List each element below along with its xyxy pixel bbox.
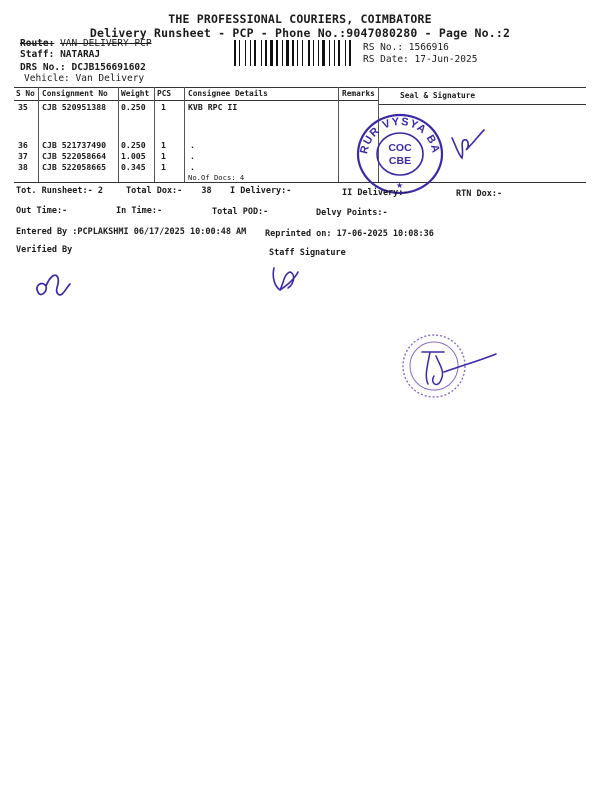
barcode-bar [334,40,335,66]
row-36-consignee: . [190,140,195,150]
row-36-weight: 0.250 [121,140,146,150]
total-dox-value: 38 [201,186,212,196]
in-time: In Time:- [116,206,163,216]
barcode-bar [292,40,294,66]
vehicle-value: Van Delivery [75,73,145,84]
delvy-points: Delvy Points:- [316,208,388,218]
entered-by: Entered By :PCPLAKSHMI 06/17/2025 10:00:48 AM [16,227,247,237]
seal-bank-name: KARUR VYSYA BANK [350,103,442,156]
row-37-pcs: 1 [161,151,166,161]
barcode-bar [345,40,346,66]
barcode-bar [265,40,267,66]
row-38-sno: 38 [18,162,28,172]
seal-star-icon: ★ [396,181,404,190]
ii-delivery: II Delivery:- [342,188,409,198]
drs-value: DCJB156691602 [71,62,146,73]
barcode-bar [322,40,325,66]
route-label: Route: [20,38,55,49]
row-36-sno: 36 [18,140,28,150]
vehicle-label: Vehicle: [24,73,70,84]
row-36-pcs: 1 [161,140,166,150]
seal-line-cbe: CBE [388,155,412,167]
col-separator [154,87,155,183]
drs-label: DRS No.: [20,62,66,73]
col-separator [118,87,119,183]
total-dox-label: Total Dox:- [126,186,183,196]
col-header-remarks: Remarks [342,89,375,98]
seal-line-coc: COC [388,142,412,154]
drs-line [20,62,146,73]
row-37-consignment: CJB 522058664 [42,151,107,161]
row-35-weight: 0.250 [121,102,146,112]
no-of-docs: No.Of Docs: 4 [188,173,245,182]
barcode-bar [239,40,240,66]
barcode-bar [245,40,246,66]
row-38-pcs: 1 [161,162,166,172]
route-value: VAN DELIVERY PCP [60,38,152,49]
row-38-weight: 0.345 [121,162,146,172]
route-line [20,38,152,49]
reprinted-on: Reprinted on: 17-06-2025 10:08:36 [265,229,434,239]
barcode-bar [250,40,251,66]
total-pod: Total POD:- [212,207,269,217]
row-38-consignee: . [190,162,195,172]
col-header-consignment: Consignment No [42,89,108,98]
tot-runsheet-text: Tot. Runsheet:- 2 [16,186,103,196]
barcode-bar [270,40,273,66]
table-bottom-rule [14,182,586,183]
rs-no-value: 1566916 [408,42,449,53]
col-header-consignee: Consignee Details [188,89,268,98]
row-35-consignment: CJB 520951388 [42,102,107,112]
col-separator [338,87,339,183]
barcode-bar [234,40,236,66]
row-36-consignment: CJB 521737490 [42,140,107,150]
table-top-rule [14,87,586,88]
verified-by-label: Verified By [16,245,73,255]
tot-runsheet [16,186,103,196]
barcode-bar [318,40,319,66]
verifier-signature [32,268,76,302]
row-38-consignment: CJB 522058665 [42,162,107,172]
row-35-pcs: 1 [161,102,166,112]
vehicle-line [24,73,144,84]
rtn-dox: RTN Dox:- [456,189,503,199]
receiver-signature [448,128,488,162]
receipt-circle-seal [400,332,500,404]
rs-no-line [363,42,449,53]
total-dox [126,186,212,196]
table-header-rule [14,100,378,101]
row-35-sno: 35 [18,102,28,112]
staff-signature [270,262,302,294]
i-delivery: I Delivery:- [230,186,292,196]
runsheet-barcode [234,40,358,66]
col-header-seal: Seal & Signature [400,91,476,100]
row-35-consignee: KVB RPC II [188,102,238,112]
staff-line [20,49,100,60]
row-37-consignee: . [190,151,195,161]
staff-signature-label: Staff Signature [269,248,346,258]
rs-date-line [363,54,477,65]
rs-date-label: RS Date: [363,54,409,65]
out-time: Out Time:- [16,206,68,216]
bank-seal-stamp [350,103,445,196]
barcode-bar [313,40,314,66]
barcode-bar [329,40,330,66]
col-separator [184,87,185,183]
barcode-bar [261,40,262,66]
runsheet-subtitle: Delivery Runsheet - PCP - Phone No.:9047080280 - Page No.:2 [89,26,511,40]
col-header-weight: Weight [121,89,150,98]
barcode-bar [308,40,310,66]
table-header-rule-right [378,104,586,105]
barcode-bar [282,40,283,66]
barcode-bar [297,40,298,66]
col-separator [38,87,39,183]
rs-no-label: RS No.: [363,42,404,53]
company-title: THE PROFESSIONAL COURIERS, COIMBATORE [168,12,432,26]
rs-date-value: 17-Jun-2025 [414,54,478,65]
barcode-bar [338,40,340,66]
row-37-weight: 1.005 [121,151,146,161]
barcode-bar [286,40,289,66]
row-37-sno: 37 [18,151,28,161]
barcode-bar [349,40,351,66]
staff-value: NATARAJ [60,49,101,60]
col-header-sno: S No [16,89,35,98]
barcode-bar [254,40,256,66]
barcode-bar [276,40,278,66]
staff-label: Staff: [20,49,55,60]
col-header-pcs: PCS [157,89,172,98]
barcode-bar [302,40,303,66]
